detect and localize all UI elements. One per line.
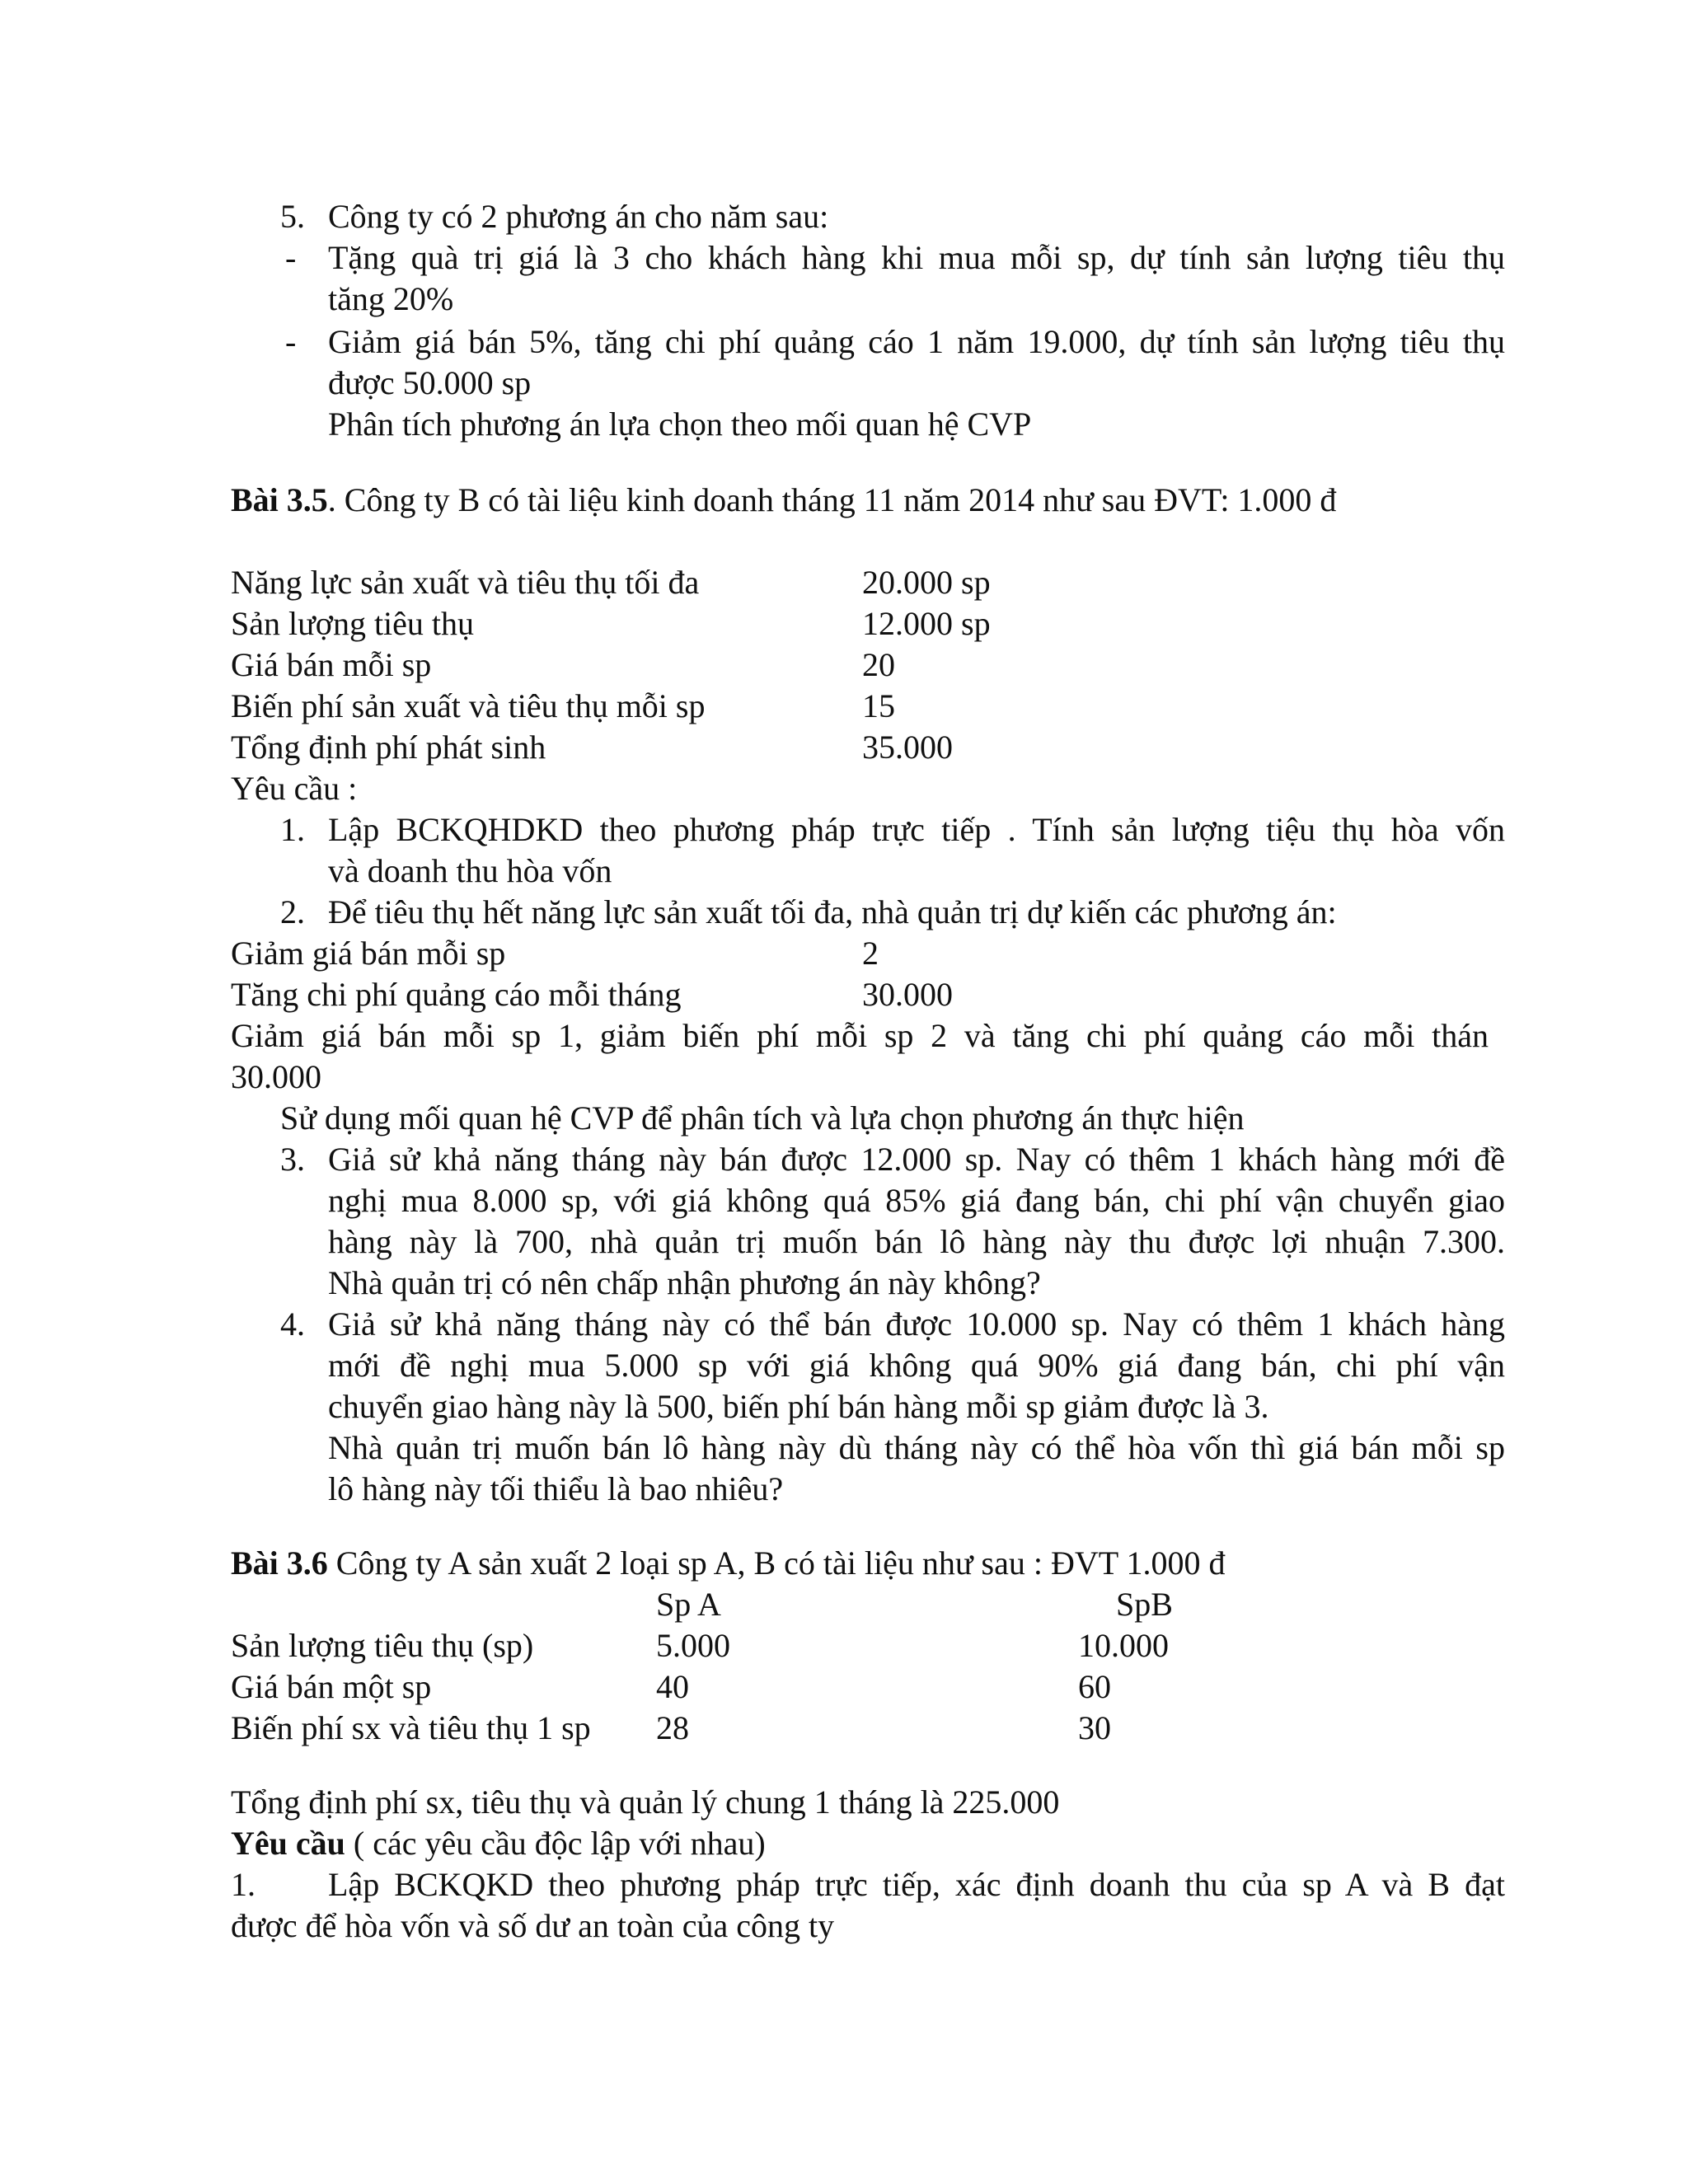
option-combined-line: Giảm giá bán mỗi sp 1, giảm biến phí mỗi sp 2 và tăng chi phí quảng cáo mỗi thán: [231, 1017, 1489, 1054]
dash-marker: -: [285, 239, 297, 276]
column-header: SpB: [1116, 1586, 1173, 1623]
exercise-description: Công ty A sản xuất 2 loại sp A, B có tài liệu như sau : ĐVT 1.000 đ: [327, 1544, 1226, 1582]
list-number: 4.: [280, 1305, 305, 1343]
list-number: 5.: [280, 198, 305, 235]
column-header: Sp A: [656, 1586, 721, 1623]
option-text-line: tăng 20%: [328, 280, 454, 317]
data-label: Năng lực sản xuất và tiêu thụ tối đa: [231, 564, 700, 601]
table-cell: 28: [656, 1709, 689, 1746]
question-text-line: Nhà quản trị muốn bán lô hàng này dù tháng này có thể hòa vốn thì giá bán mỗi sp: [328, 1429, 1505, 1466]
option-combined-line: 30.000: [231, 1058, 321, 1095]
data-value: 15: [862, 687, 895, 724]
exercise-description: . Công ty B có tài liệu kinh doanh tháng 11 năm 2014 như sau ĐVT: 1.000 đ: [327, 481, 1337, 518]
data-label: Giá bán mỗi sp: [231, 646, 432, 683]
instruction-line: Sử dụng mối quan hệ CVP để phân tích và lựa chọn phương án thực hiện: [280, 1099, 1245, 1137]
data-label: Tổng định phí phát sinh: [231, 729, 546, 766]
analysis-note: Phân tích phương án lựa chọn theo mối quan hệ CVP: [328, 405, 1032, 443]
option-text-line: Tặng quà trị giá là 3 cho khách hàng khi mua mỗi sp, dự tính sản lượng tiêu thụ: [328, 239, 1505, 276]
data-value: 20: [862, 646, 895, 683]
requirements-heading: [231, 1823, 766, 1864]
requirements-label: Yêu cầu: [231, 1825, 345, 1862]
option-value: 30.000: [862, 976, 953, 1013]
data-label: Biến phí sản xuất và tiêu thụ mỗi sp: [231, 687, 706, 724]
table-cell: 5.000: [656, 1627, 730, 1664]
dash-marker: -: [285, 323, 297, 360]
table-cell: 10.000: [1078, 1627, 1169, 1664]
table-row-label: Biến phí sx và tiêu thụ 1 sp: [231, 1709, 591, 1746]
question-text-line: được để hòa vốn và số dư an toàn của công ty: [231, 1907, 835, 1944]
question-text-line: Giả sử khả năng tháng này có thể bán được 10.000 sp. Nay có thêm 1 khách hàng: [328, 1305, 1505, 1343]
exercise-heading: [231, 1543, 1225, 1584]
question-text-line: hàng này là 700, nhà quản trị muốn bán lô hàng này thu được lợi nhuận 7.300.: [328, 1223, 1505, 1260]
question-text-line: Lập BCKQKD theo phương pháp trực tiếp, xác định doanh thu của sp A và B đạt: [328, 1866, 1505, 1903]
question-text-line: Nhà quản trị có nên chấp nhận phương án này không?: [328, 1264, 1041, 1301]
table-cell: 30: [1078, 1709, 1111, 1746]
option-label: Giảm giá bán mỗi sp: [231, 935, 506, 972]
question-text-line: lô hàng này tối thiểu là bao nhiêu?: [328, 1470, 784, 1507]
question-text-line: Giả sử khả năng tháng này bán được 12.000 sp. Nay có thêm 1 khách hàng mới đề: [328, 1141, 1505, 1178]
question-text-line: Lập BCKQHDKD theo phương pháp trực tiếp . Tính sản lượng tiệu thụ hòa vốn: [328, 811, 1505, 848]
requirements-note: ( các yêu cầu độc lập với nhau): [345, 1825, 766, 1862]
table-row-label: Sản lượng tiêu thụ (sp): [231, 1627, 534, 1664]
data-value: 35.000: [862, 729, 953, 766]
data-label: Sản lượng tiêu thụ: [231, 605, 475, 642]
exercise-number: Bài 3.5: [231, 481, 328, 518]
question-text-line: Để tiêu thụ hết năng lực sản xuất tối đa, nhà quản trị dự kiến các phương án:: [328, 893, 1337, 930]
data-value: 20.000 sp: [862, 564, 991, 601]
fixed-cost-line: Tổng định phí sx, tiêu thụ và quản lý chung 1 tháng là 225.000: [231, 1783, 1060, 1821]
table-cell: 60: [1078, 1668, 1111, 1705]
list-number: 3.: [280, 1141, 305, 1178]
list-number: 1.: [231, 1866, 256, 1903]
requirements-label: Yêu cầu :: [231, 770, 358, 807]
question-text-line: chuyển giao hàng này là 500, biến phí bán hàng mỗi sp giảm được là 3.: [328, 1388, 1269, 1425]
option-text-line: Giảm giá bán 5%, tăng chi phí quảng cáo 1 năm 19.000, dự tính sản lượng tiêu thụ: [328, 323, 1505, 360]
question-text-line: nghị mua 8.000 sp, với giá không quá 85% giá đang bán, chi phí vận chuyển giao: [328, 1182, 1505, 1219]
option-text-line: được 50.000 sp: [328, 364, 532, 401]
table-row-label: Giá bán một sp: [231, 1668, 432, 1705]
data-value: 12.000 sp: [862, 605, 991, 642]
list-item-text: Công ty có 2 phương án cho năm sau:: [328, 198, 829, 235]
list-number: 2.: [280, 893, 305, 930]
question-text-line: và doanh thu hòa vốn: [328, 852, 612, 889]
question-text-line: mới đề nghị mua 5.000 sp với giá không quá 90% giá đang bán, chi phí vận: [328, 1347, 1505, 1384]
option-label: Tăng chi phí quảng cáo mỗi tháng: [231, 976, 682, 1013]
exercise-number: Bài 3.6: [231, 1544, 328, 1582]
exercise-heading: [231, 480, 1336, 521]
option-value: 2: [862, 935, 879, 972]
table-cell: 40: [656, 1668, 689, 1705]
list-number: 1.: [280, 811, 305, 848]
